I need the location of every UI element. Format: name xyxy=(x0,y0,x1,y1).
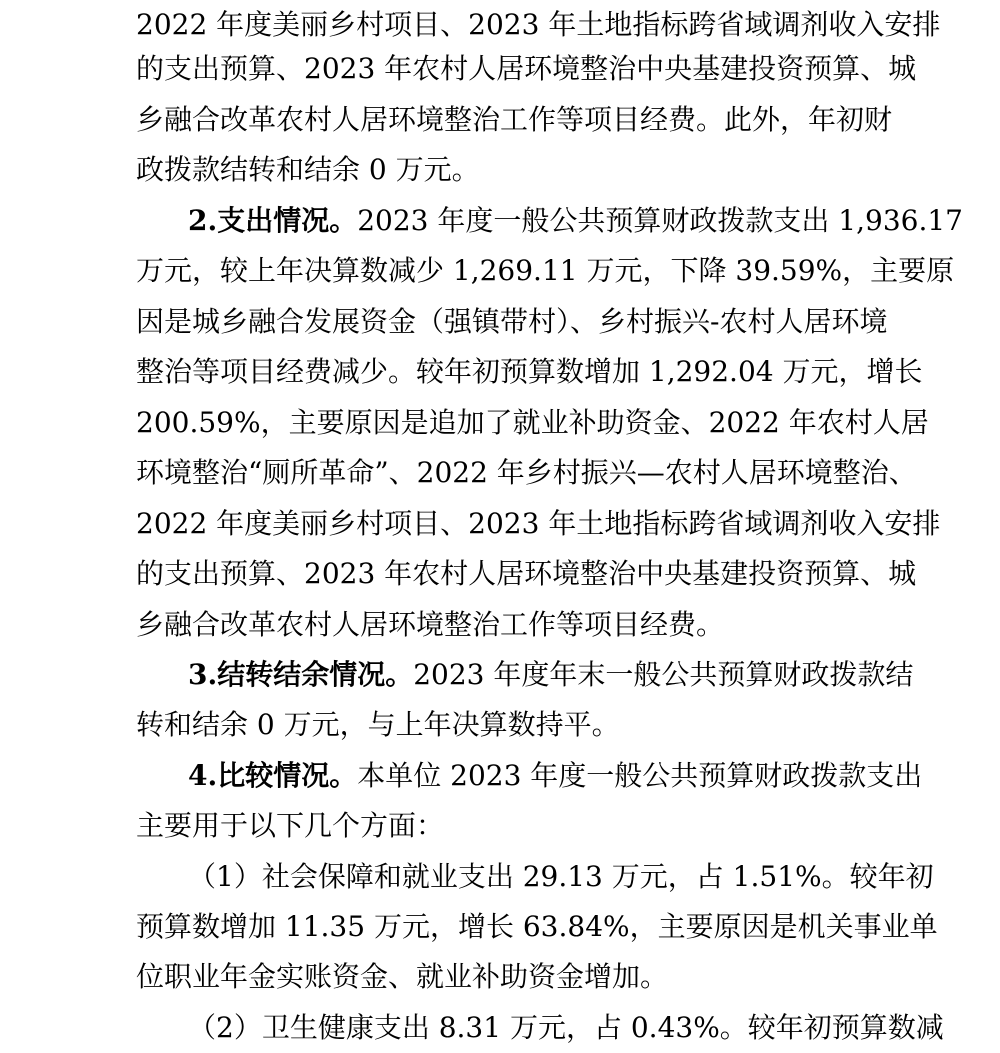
section-heading-carryover: 3.结转结余情况。 xyxy=(188,658,414,691)
text-line: 200.59%，主要原因是追加了就业补助资金、2022 年农村人居 xyxy=(136,406,929,439)
text-line: 因是城乡融合发展资金（强镇带村）、乡村振兴-农村人居环境 xyxy=(136,305,888,338)
text-line: 的支出预算、2023 年农村人居环境整治中央基建投资预算、城 xyxy=(136,557,917,590)
text-line: 乡融合改革农村人居环境整治工作等项目经费。 xyxy=(136,608,725,641)
paragraph-comparison-heading xyxy=(188,751,923,801)
text-line: 政拨款结转和结余 0 万元。 xyxy=(136,153,480,186)
text-line: 的支出预算、2023 年农村人居环境整治中央基建投资预算、城 xyxy=(136,52,917,85)
text-line: 2022 年度美丽乡村项目、2023 年土地指标跨省域调剂收入安排 xyxy=(136,8,941,41)
text-line: 主要用于以下几个方面： xyxy=(136,809,445,842)
text-run: 2023 年度年末一般公共预算财政拨款结 xyxy=(413,658,914,691)
section-heading-comparison: 4.比较情况。 xyxy=(188,759,358,792)
text-line: 位职业年金实账资金、就业补助资金增加。 xyxy=(136,960,669,993)
text-line: 转和结余 0 万元，与上年决算数持平。 xyxy=(136,708,620,741)
text-line: 环境整治“厕所革命”、2022 年乡村振兴—农村人居环境整治、 xyxy=(136,456,917,489)
list-item-health: （2）卫生健康支出 8.31 万元，占 0.43%。较年初预算数减 xyxy=(188,1011,944,1044)
text-line: 乡融合改革农村人居环境整治工作等项目经费。此外，年初财 xyxy=(136,103,893,136)
paragraph-carryover-heading xyxy=(188,650,914,700)
paragraph-expenditure-heading xyxy=(188,196,963,246)
text-line: 整治等项目经费减少。较年初预算数增加 1,292.04 万元，增长 xyxy=(136,355,923,388)
text-line: 2022 年度美丽乡村项目、2023 年土地指标跨省域调剂收入安排 xyxy=(136,507,941,540)
text-run: 本单位 2023 年度一般公共预算财政拨款支出 xyxy=(357,759,923,792)
text-run: 2023 年度一般公共预算财政拨款支出 1,936.17 xyxy=(357,204,963,237)
text-line: 预算数增加 11.35 万元，增长 63.84%，主要原因是机关事业单 xyxy=(136,910,938,943)
section-heading-expenditure: 2.支出情况。 xyxy=(188,204,358,237)
list-item-social-security: （1）社会保障和就业支出 29.13 万元，占 1.51%。较年初 xyxy=(188,860,934,893)
text-line: 万元，较上年决算数减少 1,269.11 万元，下降 39.59%，主要原 xyxy=(136,254,955,287)
